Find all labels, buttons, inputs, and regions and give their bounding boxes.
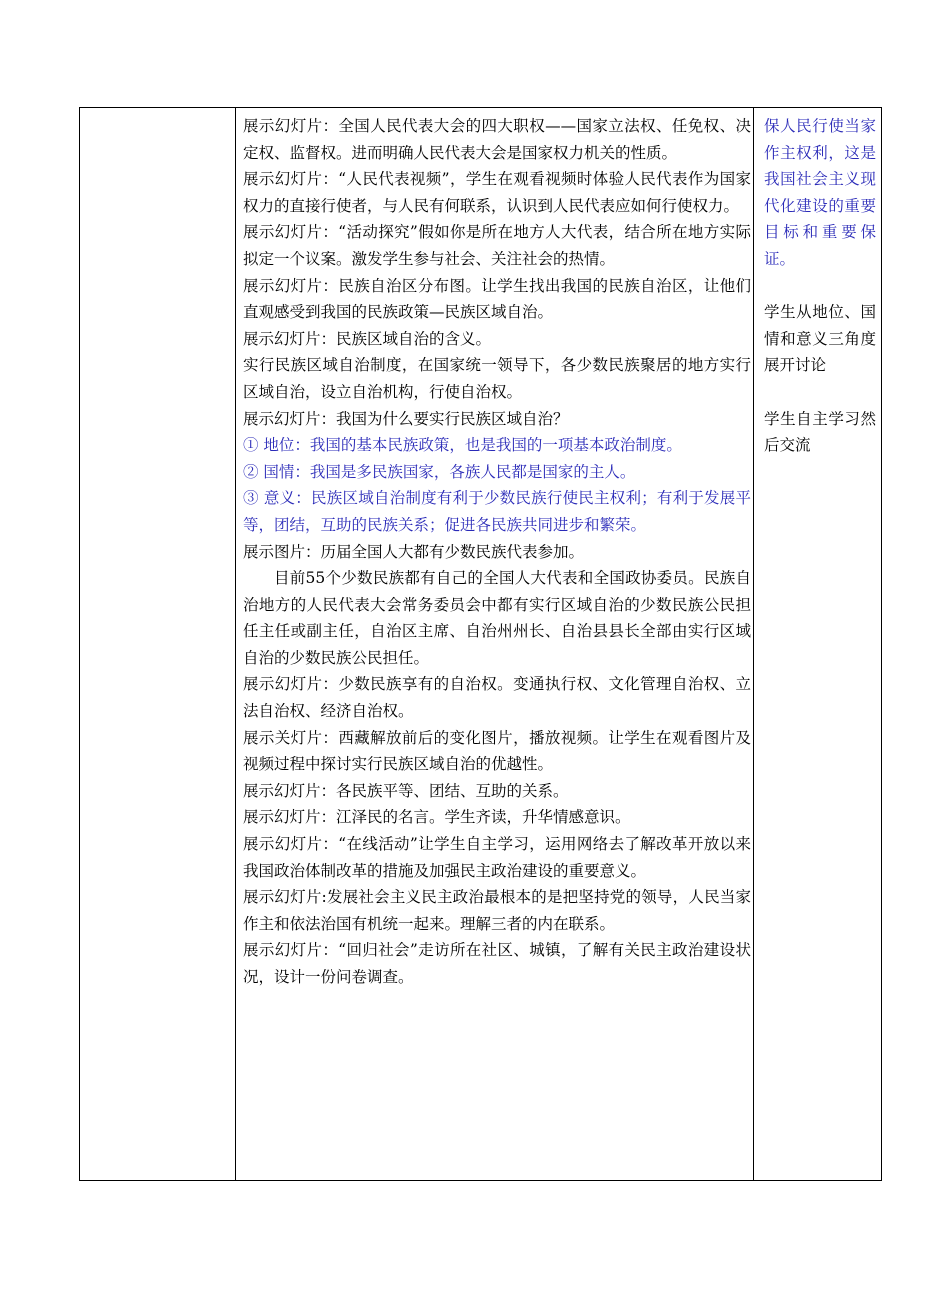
paragraph-quote: 展示幻灯片：江泽民的名言。学生齐读，升华情感意识。: [243, 808, 631, 827]
spacer: [764, 273, 876, 300]
paragraph-meaning: 实行民族区域自治制度，在国家统一领导下，各少数民族聚居的地方实行区域自治，设立自治机构，行使自治权。: [243, 356, 751, 401]
paragraph-return-society: 展示幻灯片：“回归社会”走访所在社区、城镇，了解有关民主政治建设状况，设计一份问卷调查。: [243, 941, 751, 986]
paragraph-meaning-title: 展示幻灯片：民族区域自治的含义。: [243, 329, 492, 348]
student-activity-column: [764, 113, 876, 459]
spacer: [764, 379, 876, 406]
paragraph-democracy: 展示幻灯片:发展社会主义民主政治最根本的是把坚持党的领导，人民当家作主和依法治国有机统一起来。理解三者的内在联系。: [243, 888, 751, 933]
paragraph-minority-deputies: 目前55个少数民族都有自己的全国人大代表和全国政协委员。民族自治地方的人民代表大会常务委员会中都有实行区域自治的少数民族公民担任主任或副主任，自治区主席、自治州州长、自治县县长全部由实行区域自治的少数民族公民担任。: [243, 569, 751, 667]
teaching-process-column: [243, 113, 751, 991]
paragraph-activity: 展示幻灯片：“活动探究”假如你是所在地方人大代表，结合所在地方实际拟定一个议案。激发学生参与社会、关注社会的热情。: [243, 223, 751, 268]
column-divider-right: [753, 108, 754, 1180]
paragraph-equality: 展示幻灯片：各民族平等、团结、互助的关系。: [243, 781, 569, 800]
note-guarantee: 保人民行使当家作主权利，这是我国社会主义现代化建设的重要目标和重要保证。: [764, 117, 876, 268]
paragraph-picture: 展示图片：历届全国人大都有少数民族代表参加。: [243, 542, 585, 561]
paragraph-npc-powers: 展示幻灯片：全国人民代表大会的四大职权——国家立法权、任免权、决定权、监督权。进而明确人民代表大会是国家权力机关的性质。: [243, 117, 751, 162]
paragraph-autonomy-rights: 展示幻灯片：少数民族享有的自治权。变通执行权、文化管理自治权、立法自治权、经济自治权。: [243, 675, 751, 721]
paragraph-why: 展示幻灯片：我国为什么要实行民族区域自治？: [243, 409, 569, 428]
point-national-conditions: ② 国情：我国是多民族国家，各族人民都是国家的主人。: [243, 462, 636, 481]
note-self-study: 学生自主学习然后交流: [764, 409, 876, 455]
paragraph-online-activity: 展示幻灯片：“在线活动”让学生自主学习，运用网络去了解改革开放以来我国政治体制改革的措施及加强民主政治建设的重要意义。: [243, 835, 751, 880]
lesson-table: [79, 107, 882, 1181]
paragraph-deputy-video: 展示幻灯片：“人民代表视频”，学生在观看视频时体验人民代表作为国家权力的直接行使者，与人民有何联系，认识到人民代表应如何行使权力。: [243, 170, 751, 215]
column-divider-left: [235, 108, 236, 1180]
note-discussion: 学生从地位、国情和意义三角度展开讨论: [764, 303, 876, 375]
point-status: ① 地位：我国的基本民族政策，也是我国的一项基本政治制度。: [243, 436, 682, 455]
paragraph-tibet: 展示关灯片：西藏解放前后的变化图片，播放视频。让学生在观看图片及视频过程中探讨实行民族区域自治的优越性。: [243, 728, 751, 774]
point-significance: ③ 意义：民族区域自治制度有利于少数民族行使民主权利；有利于发展平等，团结，互助的民族关系；促进各民族共同进步和繁荣。: [243, 489, 751, 534]
paragraph-autonomous-map: 展示幻灯片：民族自治区分布图。让学生找出我国的民族自治区，让他们直观感受到我国的民族政策—民族区域自治。: [243, 276, 751, 322]
